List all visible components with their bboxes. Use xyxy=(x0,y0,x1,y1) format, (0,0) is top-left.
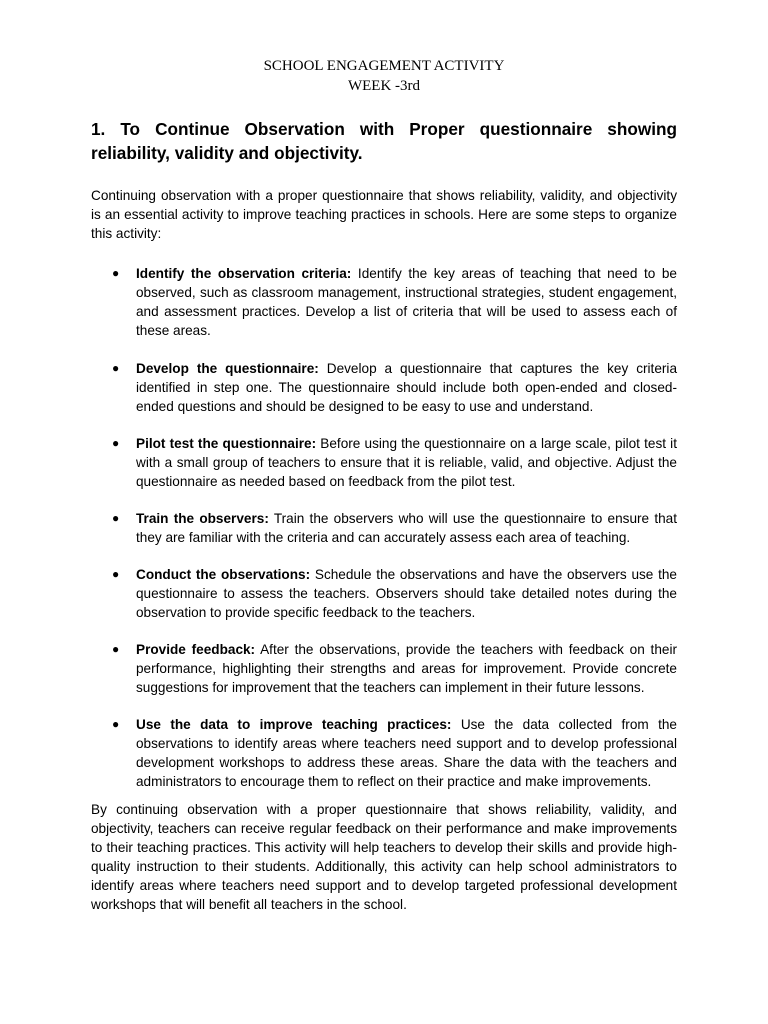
step-label: Use the data to improve teaching practices: xyxy=(136,717,452,732)
step-text: Develop a questionnaire that captures the key criteria identified in step one. The questionnaire should include both open-ended and closed-ended questions and should be designed to be easy to use and understand. xyxy=(136,361,678,414)
steps-list xyxy=(91,264,677,791)
list-item xyxy=(91,509,677,547)
step-label: Develop the questionnaire: xyxy=(136,361,319,376)
list-item xyxy=(91,715,677,791)
section-heading: 1. To Continue Observation with Proper questionnaire showing reliability, validity and objectivity. xyxy=(91,119,677,163)
bullet-icon: ● xyxy=(112,266,120,280)
bullet-icon: ● xyxy=(112,642,120,656)
list-item xyxy=(91,359,677,416)
bullet-icon: ● xyxy=(112,361,120,375)
step-label: Conduct the observations: xyxy=(136,567,311,582)
bullet-icon: ● xyxy=(112,717,120,731)
step-label: Pilot test the questionnaire: xyxy=(136,436,317,451)
step-label: Provide feedback: xyxy=(136,642,256,657)
document-title xyxy=(91,57,677,96)
list-item xyxy=(91,565,677,622)
title-line-1: SCHOOL ENGAGEMENT ACTIVITY xyxy=(263,58,505,74)
list-item xyxy=(91,640,677,697)
document-page xyxy=(91,0,677,914)
step-text: Use the data collected from the observations to identify areas where teachers need support and to develop professional development workshops to address these areas. Share the data with the teachers and administrators to encourage them to reflect on their practice and make improvements. xyxy=(136,717,677,789)
list-item xyxy=(91,264,677,340)
step-text: Train the observers who will use the questionnaire to ensure that they are familiar with the criteria and can accurately assess each area of teaching. xyxy=(136,511,677,545)
step-text: Before using the questionnaire on a large scale, pilot test it with a small group of teachers to ensure that it is reliable, valid, and objective. Adjust the questionnaire as needed based on feedback from the pilot test. xyxy=(136,436,677,489)
title-line-2: WEEK -3rd xyxy=(347,77,421,94)
step-label: Identify the observation criteria: xyxy=(136,266,352,281)
step-text: Identify the key areas of teaching that need to be observed, such as classroom management, instructional strategies, student engagement, and assessment practices. Develop a list of criteria that will be used to assess each of these areas. xyxy=(136,266,677,338)
closing-paragraph: By continuing observation with a proper questionnaire that shows reliability, validity, and objectivity, teachers can receive regular feedback on their performance and make improvements to their teaching practices. This activity will help teachers to develop their skills and provide high-quality instruction to their students. Additionally, this activity can help school administrators to identify areas where teachers need support and to develop targeted professional development workshops that will benefit all teachers in the school. xyxy=(91,802,677,912)
bullet-icon: ● xyxy=(112,436,120,450)
intro-paragraph: Continuing observation with a proper questionnaire that shows reliability, validity, and objectivity is an essential activity to improve teaching practices in schools. Here are some steps to organize this activity: xyxy=(91,188,677,241)
bullet-icon: ● xyxy=(112,567,120,581)
step-text: After the observations, provide the teachers with feedback on their performance, highlighting their strengths and areas for improvement. Provide concrete suggestions for improvement that the teachers can implement in their future lessons. xyxy=(136,642,677,695)
bullet-icon: ● xyxy=(112,511,120,525)
step-label: Train the observers: xyxy=(136,511,269,526)
list-item xyxy=(91,434,677,491)
step-text: Schedule the observations and have the observers use the questionnaire to assess the teachers. Observers should take detailed notes during the observation to provide specific feedback to the teachers. xyxy=(136,567,677,620)
